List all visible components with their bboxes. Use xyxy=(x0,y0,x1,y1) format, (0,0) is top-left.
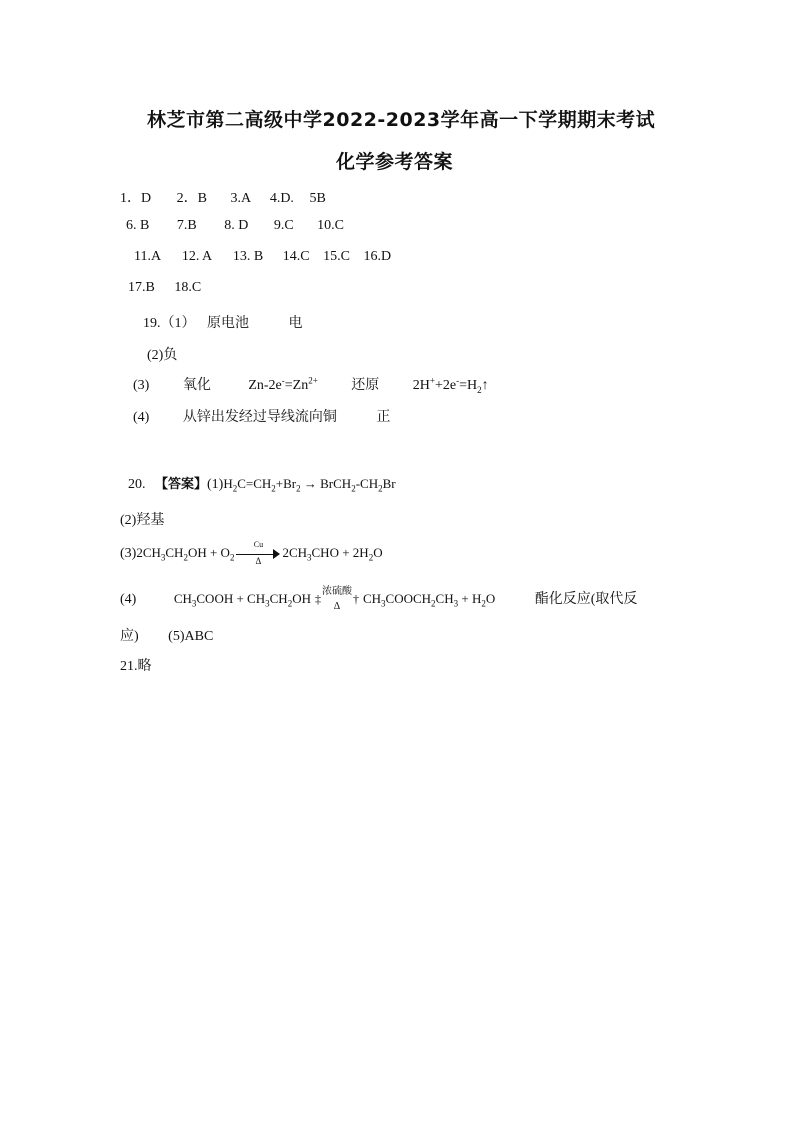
q20-part4-type: 酯化反应(取代反 xyxy=(534,592,638,607)
answer-row-2 xyxy=(126,218,344,234)
eq-sub: 2 xyxy=(477,384,482,395)
q20-part1 xyxy=(128,473,396,493)
q20-tag: 【答案】 xyxy=(155,477,208,492)
eq-text: 2H xyxy=(412,378,430,393)
q19-part3-equation xyxy=(248,375,321,393)
answer-item: 10.C xyxy=(317,218,344,233)
q20-part5: (5)ABC xyxy=(168,629,214,644)
answer-row-4 xyxy=(128,280,201,296)
answer-item: 14.C xyxy=(282,249,310,264)
eq-sup: - xyxy=(281,375,285,386)
answer-item: 16.D xyxy=(363,249,392,264)
answer-item: 12. A xyxy=(181,249,212,264)
answer-item: 7.B xyxy=(176,218,197,233)
answer-item: 15.C xyxy=(323,249,350,264)
eq-text: =H xyxy=(459,378,478,393)
q20-part1-equation: $H_2C=CH_2+Br_2$ → $BrCH_2-CH_2Br$ xyxy=(223,476,396,494)
q20-part4-equation: $CH_3COOH + CH_3CH_2OH$ ‡ 浓硫酸 Δ † $CH_3COOCH_2CH_3 + H_2O$ xyxy=(174,591,495,606)
page-subtitle: 化学参考答案 xyxy=(336,151,454,173)
q20-label: 20. xyxy=(128,477,146,492)
answer-item: 6. B xyxy=(126,218,150,233)
q19-part4-answer: 正 xyxy=(376,410,391,425)
q19-part4-text: 从锌出发经过导线流向铜 xyxy=(182,410,337,425)
q20-part4-type-end: 应) xyxy=(120,629,139,644)
q21: 21.略 xyxy=(120,659,152,674)
eq-text: +2e xyxy=(435,378,457,393)
q20-part4-5 xyxy=(120,625,213,645)
eq-text: ↑ xyxy=(481,378,489,393)
q19-part3 xyxy=(133,374,489,394)
condition-above: Cu xyxy=(253,540,264,550)
answer-item: 11.A xyxy=(134,249,161,264)
eq-sup: - xyxy=(456,375,460,386)
answer-item: 13. B xyxy=(232,249,264,264)
answer-item: 3.A xyxy=(230,191,251,206)
answer-item: 9.C xyxy=(273,218,294,233)
answer-item: 17.B xyxy=(128,280,155,295)
q19-answer-1: 原电池 xyxy=(207,316,249,331)
eq-sup: + xyxy=(429,375,435,386)
q20-part3 xyxy=(120,540,383,567)
q20-part4-label: (4) xyxy=(120,592,137,607)
q19-part4-label: (4) xyxy=(133,410,150,425)
q19-label: 19.（1） xyxy=(143,316,196,331)
answer-item: 1．D xyxy=(120,191,152,206)
answer-item: 5B xyxy=(309,191,326,206)
reaction-arrow-icon xyxy=(236,540,280,567)
q19-part4 xyxy=(133,406,390,426)
q20-part4 xyxy=(120,586,638,613)
answer-item: 2．B xyxy=(176,191,207,206)
condition-above: 浓硫酸 xyxy=(321,586,352,598)
q20-part1-prefix: (1) xyxy=(207,477,224,492)
answer-item: 18.C xyxy=(174,280,202,295)
q20-part3-equation: $2CH_3CH_2OH + O_2$ $\frac{Cu}{\Delta}$ $2CH_3CHO + 2H_2O$ xyxy=(136,540,383,567)
answer-item: 8. D xyxy=(224,218,249,233)
eq-text: Zn-2e xyxy=(248,378,282,393)
q19-part3-label: (3) xyxy=(133,378,150,393)
q19-part3-type: 氧化 xyxy=(182,378,211,393)
answer-row-3 xyxy=(134,249,391,265)
q20-part2: (2)羟基 xyxy=(120,513,165,528)
answer-row-1 xyxy=(120,187,326,207)
answer-item: 4.D. xyxy=(269,191,294,206)
q19-part3-reduction: 还原 xyxy=(351,378,380,393)
eq-text: =Zn xyxy=(284,378,309,393)
condition-below: Δ xyxy=(333,601,341,613)
page-title: 林芝市第二高级中学2022-2023学年高一下学期期末考试 xyxy=(147,109,656,131)
q19-part1 xyxy=(143,312,303,332)
reversible-arrow-icon: ‡ 浓硫酸 Δ † xyxy=(315,592,359,608)
q19-part2: (2)负 xyxy=(147,348,178,363)
condition-below: Δ xyxy=(255,556,262,567)
q20-part3-prefix: (3) xyxy=(120,546,137,561)
eq-sup: 2+ xyxy=(308,375,318,386)
q19-part3-equation-2 xyxy=(412,375,489,395)
q19-answer-1b: 电 xyxy=(288,316,303,331)
